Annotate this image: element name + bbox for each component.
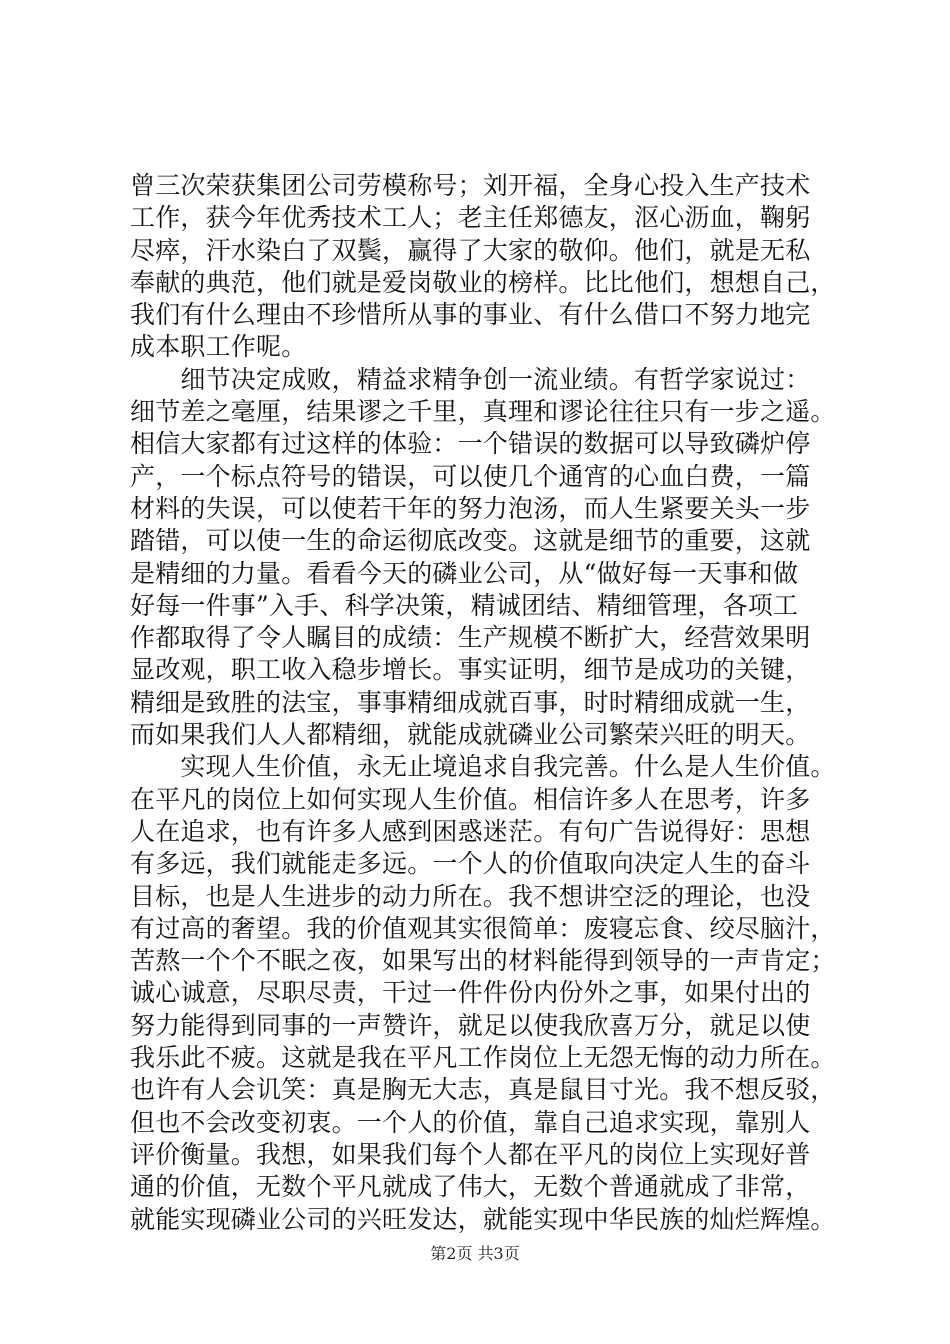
text-line: 有多远，我们就能走多远。一个人的价值取向决定人生的奋斗 (130, 849, 811, 879)
text-line: 材料的失误，可以使若干年的努力泡汤，而人生紧要关头一步 (130, 493, 811, 523)
text-line: 评价衡量。我想，如果我们每个人都在平凡的岗位上实现好普 (130, 1139, 811, 1169)
text-line: 人在追求，也有许多人感到困惑迷茫。有句广告说得好：思想 (130, 816, 811, 846)
text-line: 努力能得到同事的一声赞许，就足以使我欣喜万分，就足以使 (130, 1010, 811, 1040)
text-line: 我们有什么理由不珍惜所从事的事业、有什么借口不努力地完 (130, 300, 811, 330)
text-line: 目标，也是人生进步的动力所在。我不想讲空泛的理论，也没 (130, 881, 811, 911)
text-line: 而如果我们人人都精细，就能成就磷业公司繁荣兴旺的明天。 (130, 720, 811, 750)
text-line: 是精细的力量。看看今天的磷业公司，从“做好每一天事和做 (130, 558, 799, 588)
text-line: 细节差之毫厘，结果谬之千里，真理和谬论往往只有一步之遥。 (130, 397, 836, 427)
body-text (130, 170, 836, 1236)
text-line: 有过高的奢望。我的价值观其实很简单：废寝忘食、绞尽脑汁， (130, 913, 836, 943)
text-line: 就能实现磷业公司的兴旺发达，就能实现中华民族的灿烂辉煌。 (130, 1204, 836, 1234)
text-line: 诚心诚意，尽职尽责，干过一件件份内份外之事，如果付出的 (130, 978, 811, 1008)
text-line: 实现人生价值，永无止境追求自我完善。什么是人生价值。 (130, 752, 836, 782)
text-line: 我乐此不疲。这就是我在平凡工作岗位上无怨无悔的动力所在。 (130, 1043, 836, 1073)
text-line: 尽瘁，汗水染白了双鬓，赢得了大家的敬仰。他们，就是无私 (130, 235, 811, 265)
page-footer: 第2页 共3页 (430, 1244, 520, 1263)
text-line: 也许有人会讥笑：真是胸无大志，真是鼠目寸光。我不想反驳， (130, 1075, 836, 1105)
text-line: 通的价值，无数个平凡就成了伟大，无数个普通就成了非常， (130, 1172, 811, 1202)
text-line: 相信大家都有过这样的体验：一个错误的数据可以导致磷炉停 (130, 429, 811, 459)
text-line: 奉献的典范，他们就是爱岗敬业的榜样。比比他们，想想自己， (130, 267, 836, 297)
text-line: 在平凡的岗位上如何实现人生价值。相信许多人在思考，许多 (130, 784, 811, 814)
text-line: 精细是致胜的法宝，事事精细成就百事，时时精细成就一生， (130, 687, 811, 717)
text-line: 显改观，职工收入稳步增长。事实证明，细节是成功的关键， (130, 655, 811, 685)
text-line: 但也不会改变初衷。一个人的价值，靠自己追求实现，靠别人 (130, 1107, 811, 1137)
text-line: 细节决定成败，精益求精争创一流业绩。有哲学家说过： (130, 364, 811, 394)
text-line: 踏错，可以使一生的命运彻底改变。这就是细节的重要，这就 (130, 526, 811, 556)
text-line: 产，一个标点符号的错误，可以使几个通宵的心血白费，一篇 (130, 461, 811, 491)
text-line: 作都取得了令人瞩目的成绩：生产规模不断扩大，经营效果明 (130, 623, 811, 653)
text-line: 苦熬一个个不眠之夜，如果写出的材料能得到领导的一声肯定； (130, 946, 836, 976)
text-line: 曾三次荣获集团公司劳模称号；刘开福，全身心投入生产技术 (130, 171, 811, 200)
text-line: 好每一件事”入手、科学决策，精诚团结、精细管理，各项工 (130, 590, 799, 620)
text-line: 成本职工作呢。 (130, 332, 307, 362)
text-line: 工作，获今年优秀技术工人；老主任郑德友，沤心沥血，鞠躬 (130, 203, 811, 233)
